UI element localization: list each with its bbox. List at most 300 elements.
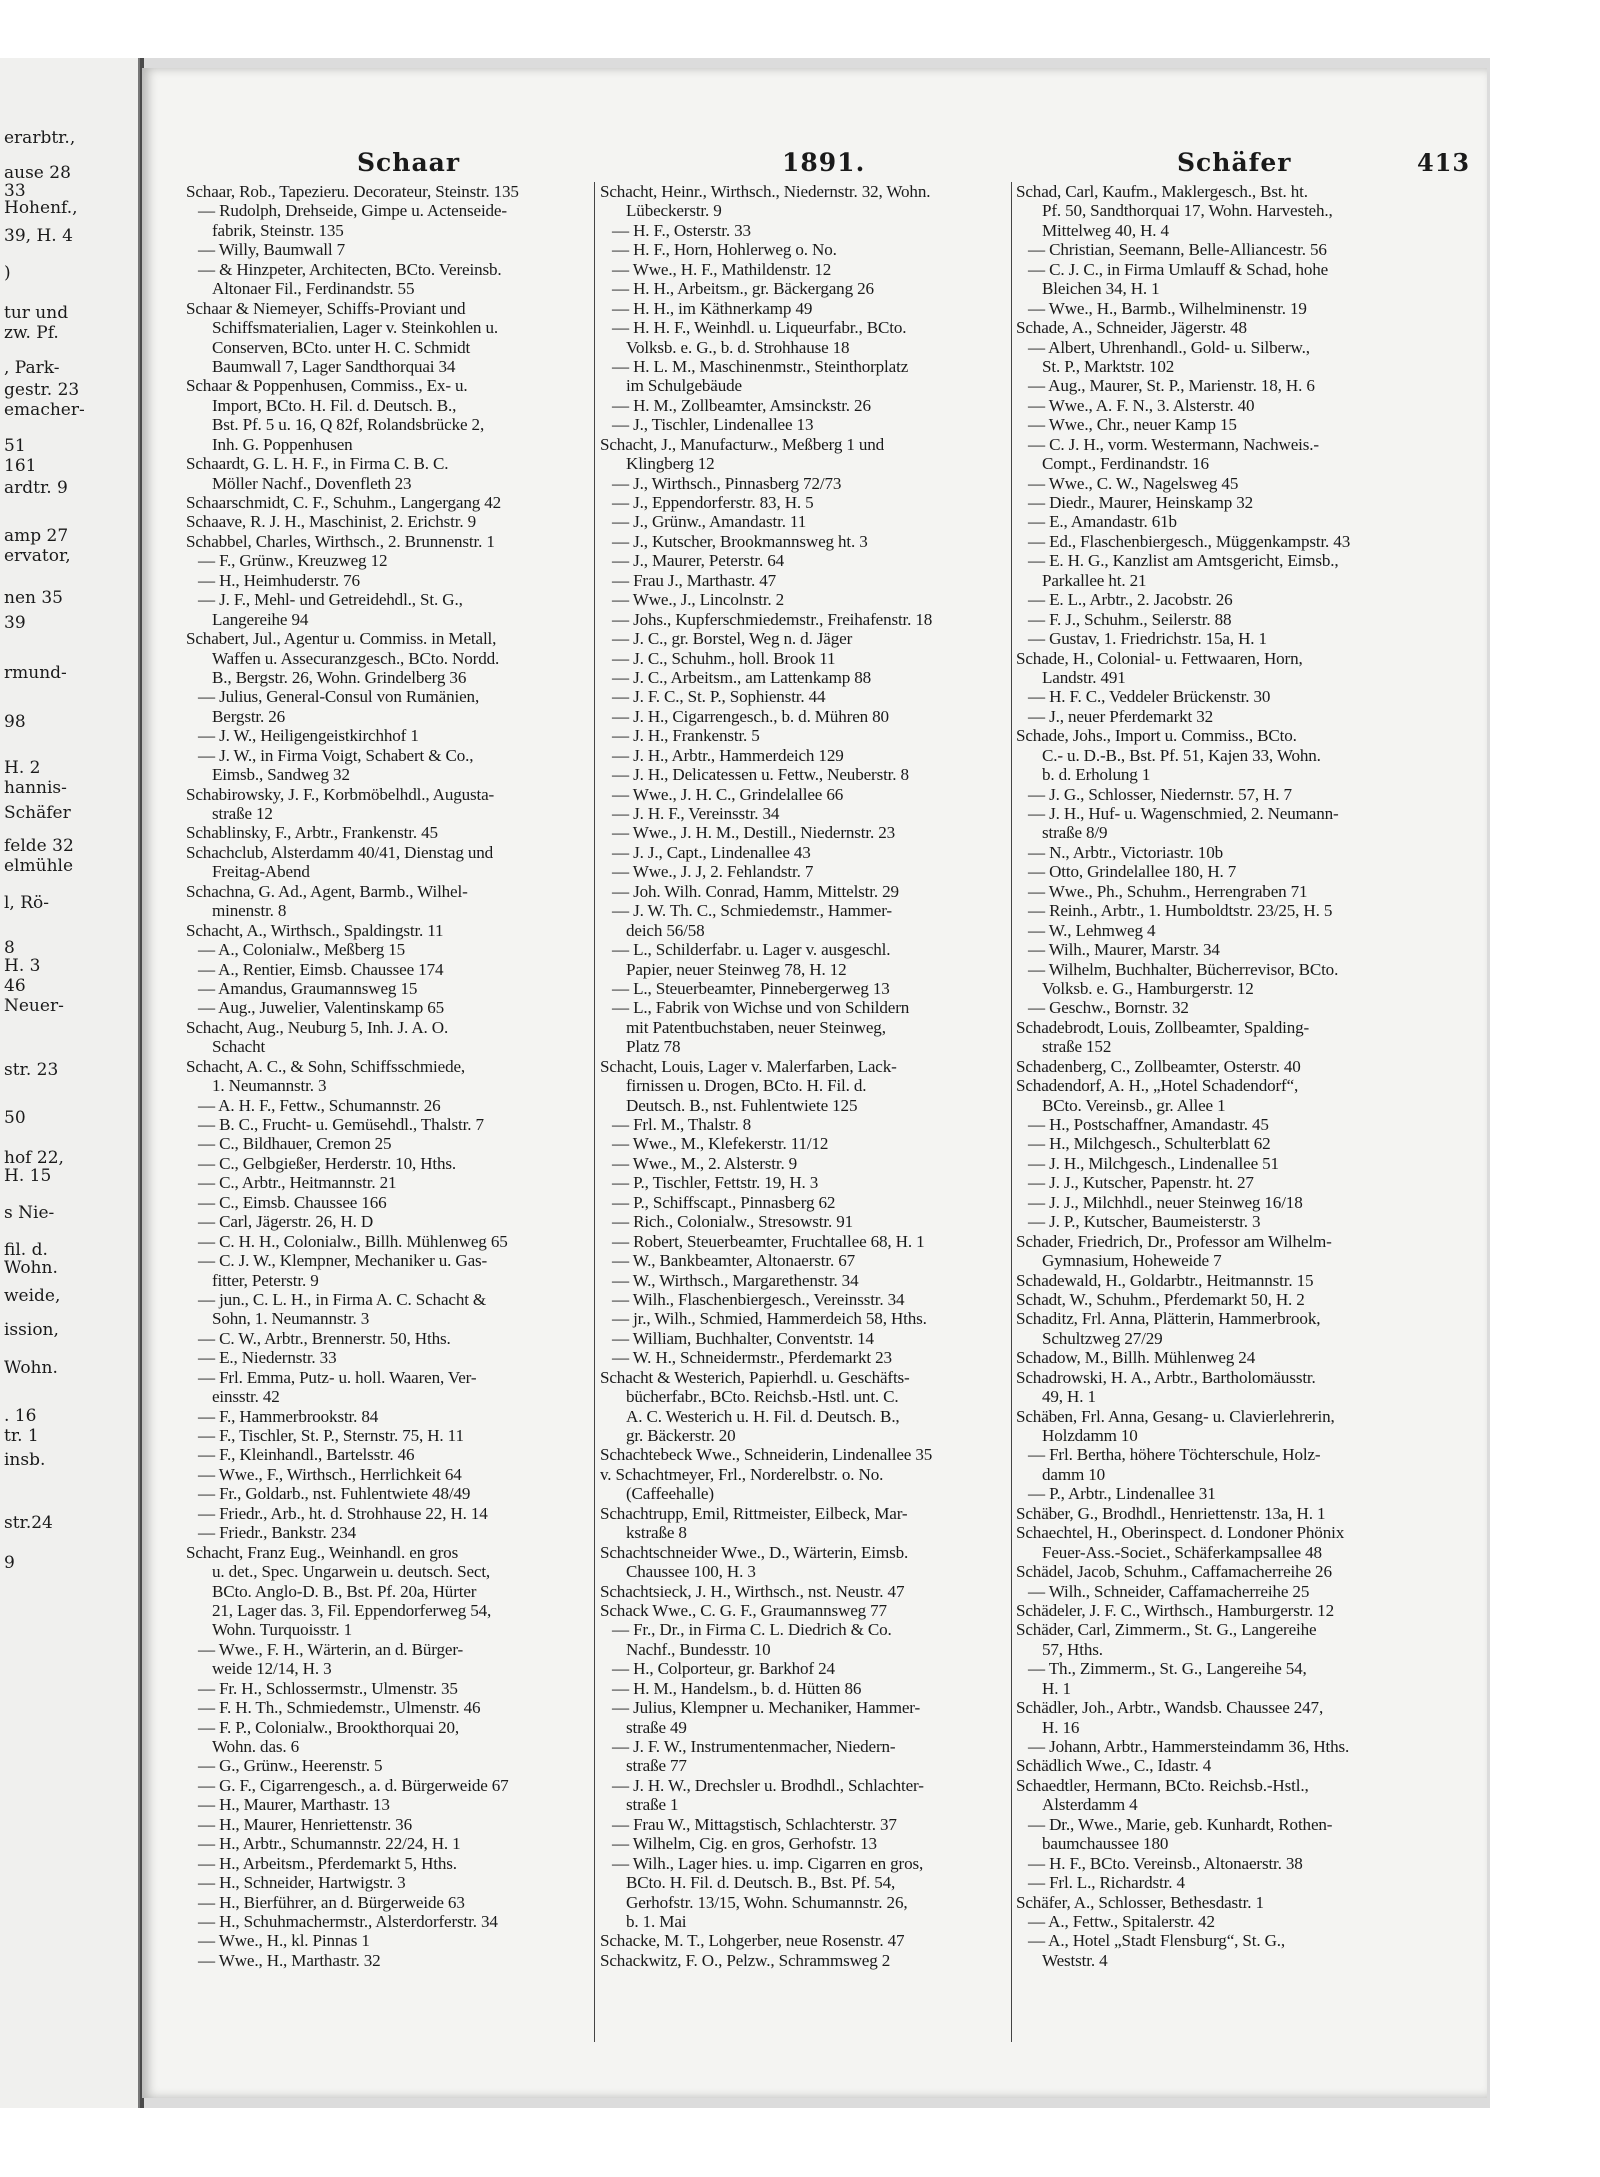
- directory-sub-entry: — B. C., Frucht- u. Gemüsehdl., Thalstr. 7: [198, 1115, 484, 1134]
- directory-sub-entry: — Julius, General-Consul von Rumänien,: [198, 687, 480, 707]
- directory-entry-continuation: Möller Nachf., Dovenfleth 23: [212, 473, 412, 493]
- directory-sub-entry: — J. W. Th. C., Schmiedemstr., Hammer-: [612, 901, 892, 921]
- directory-column-1: [186, 182, 592, 1970]
- directory-entry: v. Schachtmeyer, Frl., Norderelbstr. o. No.: [600, 1464, 884, 1484]
- directory-sub-entry: — Reinh., Arbtr., 1. Humboldtstr. 23/25, H. 5: [1028, 901, 1333, 921]
- facing-page-text-fragment: l, Rö-: [4, 893, 50, 913]
- directory-entry-continuation: fitter, Peterstr. 9: [212, 1270, 319, 1290]
- directory-sub-entry: — Christian, Seemann, Belle-Alliancestr. 56: [1028, 240, 1327, 260]
- directory-sub-entry: — Wwe., M., 2. Alsterstr. 9: [612, 1153, 798, 1173]
- directory-sub-entry: — F., Kleinhandl., Bartelsstr. 46: [198, 1445, 415, 1465]
- directory-entry-continuation: BCto. Anglo-D. B., Bst. Pf. 20a, Hürter: [212, 1581, 477, 1601]
- directory-entry-continuation: im Schulgebäude: [626, 376, 742, 396]
- facing-page-text-fragment: 98: [4, 712, 26, 732]
- column-divider: [1011, 182, 1012, 2042]
- directory-sub-entry: — J. H., Delicatessen u. Fettw., Neuberstr. 8: [612, 765, 909, 785]
- directory-sub-entry: — C., Gelbgießer, Herderstr. 10, Hths.: [198, 1153, 457, 1173]
- facing-page-text-fragment: erarbtr.,: [4, 128, 76, 148]
- directory-sub-entry: — J., Maurer, Peterstr. 64: [612, 551, 785, 571]
- directory-entry: Schachtebeck Wwe., Schneiderin, Lindenallee 35: [600, 1445, 933, 1465]
- directory-entry: Schäben, Frl. Anna, Gesang- u. Clavierlehrerin,: [1016, 1406, 1335, 1426]
- directory-sub-entry: — Wilh., Lager hies. u. imp. Cigarren en gros,: [612, 1853, 924, 1873]
- facing-page-text-fragment: zw. Pf.: [4, 323, 59, 343]
- directory-entry: Schadewald, H., Goldarbtr., Heitmannstr. 15: [1016, 1270, 1314, 1290]
- directory-entry-continuation: straße 1: [626, 1795, 679, 1815]
- directory-sub-entry: — Johann, Arbtr., Hammersteindamm 36, Hths.: [1028, 1737, 1350, 1756]
- directory-entry-continuation: Volksb. e. G., Hamburgerstr. 12: [1042, 978, 1254, 998]
- directory-sub-entry: — Johs., Kupferschmiedemstr., Freihafenstr. 18: [612, 609, 933, 629]
- directory-sub-entry: — N., Arbtr., Victoriastr. 10b: [1028, 842, 1223, 862]
- facing-page-text-fragment: rmund-: [4, 663, 67, 683]
- directory-entry-continuation: 1. Neumannstr. 3: [212, 1076, 327, 1096]
- directory-entry: Schadt, W., Schuhm., Pferdemarkt 50, H. 2: [1016, 1289, 1305, 1309]
- directory-sub-entry: — Albert, Uhrenhandl., Gold- u. Silberw.,: [1028, 337, 1310, 357]
- directory-entry: Schachna, G. Ad., Agent, Barmb., Wilhel-: [186, 881, 468, 901]
- directory-sub-entry: — Wwe., F., Wirthsch., Herrlichkeit 64: [198, 1464, 462, 1484]
- facing-page-text-fragment: emacher-: [4, 400, 85, 420]
- directory-entry: Schad, Carl, Kaufm., Maklergesch., Bst. ht.: [1016, 182, 1308, 201]
- directory-entry-continuation: Bst. Pf. 5 u. 16, Q 82f, Rolandsbrücke 2,: [212, 415, 485, 435]
- directory-entry-continuation: Alsterdamm 4: [1042, 1795, 1138, 1815]
- directory-sub-entry: — J. W., Heiligengeistkirchhof 1: [198, 726, 419, 746]
- directory-sub-entry: — Aug., Juwelier, Valentinskamp 65: [198, 998, 445, 1018]
- directory-sub-entry: — Willy, Baumwall 7: [198, 240, 345, 260]
- directory-entry: Schacht, A. C., & Sohn, Schiffsschmiede,: [186, 1056, 466, 1076]
- directory-sub-entry: — C. H. H., Colonialw., Billh. Mühlenweg 65: [198, 1231, 508, 1251]
- directory-entry-continuation: (Caffeehalle): [626, 1484, 714, 1504]
- directory-entry-continuation: Altonaer Fil., Ferdinandstr. 55: [212, 279, 415, 299]
- directory-entry-continuation: B., Bergstr. 26, Wohn. Grindelberg 36: [212, 667, 467, 687]
- directory-entry-continuation: Nachf., Bundesstr. 10: [626, 1639, 771, 1659]
- facing-page-text-fragment: tur und: [4, 303, 69, 323]
- directory-sub-entry: — Wwe., J. H. M., Destill., Niedernstr. 23: [612, 823, 895, 843]
- facing-page-text-fragment: 33: [4, 181, 26, 201]
- facing-page-text-fragment: 8: [4, 938, 15, 958]
- directory-sub-entry: — Wwe., A. F. N., 3. Alsterstr. 40: [1028, 395, 1255, 415]
- directory-sub-entry: — Wilh., Maurer, Marstr. 34: [1028, 940, 1220, 960]
- page-number: 413: [1417, 148, 1471, 177]
- directory-sub-entry: — Wwe., J., Lincolnstr. 2: [612, 590, 785, 610]
- directory-sub-entry: — L., Schilderfabr. u. Lager v. ausgeschl.: [612, 940, 891, 960]
- directory-entry: Schackwitz, F. O., Pelzw., Schrammsweg 2: [600, 1950, 891, 1970]
- directory-entry-continuation: Lübeckerstr. 9: [626, 201, 722, 221]
- directory-sub-entry: — J. F., Mehl- und Getreidehdl., St. G.,: [198, 590, 463, 610]
- directory-sub-entry: — J. H., Cigarrengesch., b. d. Mühren 80: [612, 706, 889, 726]
- directory-entry: Schadow, M., Billh. Mühlenweg 24: [1016, 1348, 1256, 1368]
- directory-entry: Schaave, R. J. H., Maschinist, 2. Erichstr. 9: [186, 512, 476, 532]
- directory-sub-entry: — H., Schuhmachermstr., Alsterdorferstr. 34: [198, 1911, 498, 1931]
- directory-sub-entry: — J. C., Schuhm., holl. Brook 11: [612, 648, 836, 668]
- directory-column-3: [1016, 182, 1428, 1970]
- facing-page-text-fragment: elmühle: [4, 856, 74, 876]
- directory-entry-continuation: Compt., Ferdinandstr. 16: [1042, 454, 1209, 474]
- directory-sub-entry: — J. W., in Firma Voigt, Schabert & Co.,: [198, 745, 474, 765]
- directory-sub-entry: — P., Tischler, Fettstr. 19, H. 3: [612, 1173, 819, 1193]
- directory-entry-continuation: Papier, neuer Steinweg 78, H. 12: [626, 959, 847, 979]
- directory-sub-entry: — F., Grünw., Kreuzweg 12: [198, 551, 388, 571]
- directory-sub-entry: — J. C., gr. Borstel, Weg n. d. Jäger: [612, 629, 853, 649]
- directory-entry-continuation: A. C. Westerich u. H. Fil. d. Deutsch. B.,: [626, 1406, 900, 1426]
- directory-sub-entry: — G., Grünw., Heerenstr. 5: [198, 1756, 383, 1776]
- directory-entry: Schabbel, Charles, Wirthsch., 2. Brunnenstr. 1: [186, 531, 495, 551]
- directory-entry-continuation: BCto. H. Fil. d. Deutsch. B., Bst. Pf. 54,: [626, 1873, 896, 1893]
- directory-entry: Schabert, Jul., Agentur u. Commiss. in Metall,: [186, 629, 497, 649]
- directory-sub-entry: — H. F., Horn, Hohlerweg o. No.: [612, 240, 837, 260]
- directory-entry-continuation: Chaussee 100, H. 3: [626, 1562, 756, 1582]
- directory-sub-entry: — C., Arbtr., Heitmannstr. 21: [198, 1173, 397, 1193]
- directory-entry-continuation: minenstr. 8: [212, 901, 287, 921]
- directory-entry: Schädeler, J. F. C., Wirthsch., Hamburgerstr. 12: [1016, 1600, 1334, 1620]
- directory-sub-entry: — J. J., Capt., Lindenallee 43: [612, 842, 811, 862]
- directory-sub-entry: — H., Maurer, Henriettenstr. 36: [198, 1814, 412, 1834]
- facing-page-text-fragment: 161: [4, 456, 37, 476]
- directory-sub-entry: — Frl. L., Richardstr. 4: [1028, 1873, 1185, 1893]
- facing-page-text-fragment: H. 15: [4, 1166, 52, 1186]
- directory-sub-entry: — Wwe., F. H., Wärterin, an d. Bürger-: [198, 1639, 464, 1659]
- directory-entry: Schacht, Aug., Neuburg 5, Inh. J. A. O.: [186, 1017, 449, 1037]
- directory-entry-continuation: gr. Bäckerstr. 20: [626, 1426, 736, 1445]
- directory-sub-entry: — C., Eimsb. Chaussee 166: [198, 1192, 387, 1212]
- directory-sub-entry: — L., Fabrik von Wichse und von Schildern: [612, 998, 910, 1018]
- directory-sub-entry: — H. M., Zollbeamter, Amsinckstr. 26: [612, 395, 871, 415]
- directory-sub-entry: — Ed., Flaschenbiergesch., Müggenkampstr. 43: [1028, 531, 1351, 551]
- directory-entry: Schaarschmidt, C. F., Schuhm., Langergang 42: [186, 493, 502, 512]
- directory-entry: Schachtsieck, J. H., Wirthsch., nst. Neustr. 47: [600, 1581, 905, 1601]
- directory-sub-entry: — L., Steuerbeamter, Pinnebergerweg 13: [612, 978, 890, 998]
- directory-sub-entry: — A. H. F., Fettw., Schumannstr. 26: [198, 1095, 441, 1115]
- directory-sub-entry: — Frau W., Mittagstisch, Schlachterstr. 37: [612, 1814, 897, 1834]
- directory-entry-continuation: Gerhofstr. 13/15, Wohn. Schumannstr. 26,: [626, 1892, 908, 1912]
- directory-entry: Schablinsky, F., Arbtr., Frankenstr. 45: [186, 823, 438, 843]
- directory-entry: Schaar, Rob., Tapezieru. Decorateur, Steinstr. 135: [186, 182, 519, 201]
- directory-entry: Schaechtel, H., Oberinspect. d. Londoner Phönix: [1016, 1523, 1345, 1543]
- directory-sub-entry: — W., Bankbeamter, Altonaerstr. 67: [612, 1251, 855, 1271]
- directory-entry-continuation: Baumwall 7, Lager Sandthorquai 34: [212, 356, 456, 376]
- directory-entry-continuation: Schacht: [212, 1037, 266, 1057]
- facing-page-text-fragment: Neuer-: [4, 996, 64, 1016]
- directory-sub-entry: — C., Bildhauer, Cremon 25: [198, 1134, 392, 1154]
- facing-page-text-fragment: 50: [4, 1108, 26, 1128]
- directory-sub-entry: — Julius, Klempner u. Mechaniker, Hammer-: [612, 1698, 921, 1718]
- directory-sub-entry: — H., Arbtr., Schumannstr. 22/24, H. 1: [198, 1834, 461, 1854]
- directory-entry-continuation: einsstr. 42: [212, 1387, 280, 1407]
- directory-entry: Schaar & Niemeyer, Schiffs-Proviant und: [186, 298, 466, 318]
- directory-entry-continuation: straße 8/9: [1042, 823, 1108, 843]
- directory-sub-entry: — J. F. C., St. P., Sophienstr. 44: [612, 687, 826, 707]
- directory-entry-continuation: Klingberg 12: [626, 454, 715, 474]
- directory-entry: Schacke, M. T., Lohgerber, neue Rosenstr. 47: [600, 1931, 905, 1951]
- facing-page-text-fragment: str.24: [4, 1513, 53, 1533]
- directory-entry-continuation: Weststr. 4: [1042, 1950, 1108, 1970]
- directory-entry-continuation: 57, Hths.: [1042, 1639, 1103, 1659]
- directory-entry: Schachtrupp, Emil, Rittmeister, Eilbeck, Mar-: [600, 1503, 908, 1523]
- facing-page-text-fragment: H. 3: [4, 956, 41, 976]
- facing-page-text-fragment: gestr. 23: [4, 380, 80, 400]
- directory-sub-entry: — jr., Wilh., Schmied, Hammerdeich 58, Hths.: [612, 1309, 927, 1329]
- directory-sub-entry: — J. H., Milchgesch., Lindenallee 51: [1028, 1153, 1279, 1173]
- directory-sub-entry: — F., Tischler, St. P., Sternstr. 75, H. 11: [198, 1426, 464, 1445]
- directory-sub-entry: — Joh. Wilh. Conrad, Hamm, Mittelstr. 29: [612, 881, 899, 901]
- directory-sub-entry: — C. J. C., in Firma Umlauff & Schad, hohe: [1028, 259, 1329, 279]
- directory-entry-continuation: St. P., Marktstr. 102: [1042, 356, 1175, 376]
- directory-entry: Schädel, Jacob, Schuhm., Caffamacherreihe 26: [1016, 1562, 1332, 1582]
- facing-page-text-fragment: ervator,: [4, 546, 71, 566]
- directory-sub-entry: — Wwe., H. F., Mathildenstr. 12: [612, 259, 832, 279]
- directory-entry-continuation: BCto. Vereinsb., gr. Allee 1: [1042, 1095, 1226, 1115]
- facing-page-text-fragment: , Park-: [4, 358, 60, 378]
- directory-entry: Schaditz, Frl. Anna, Plätterin, Hammerbrook,: [1016, 1309, 1321, 1329]
- facing-page-text-fragment: 39: [4, 613, 26, 633]
- facing-page-text-fragment: Wohn.: [4, 1358, 58, 1378]
- directory-entry: Schachtschneider Wwe., D., Wärterin, Eimsb.: [600, 1542, 909, 1562]
- directory-entry-continuation: straße 77: [626, 1756, 687, 1776]
- directory-sub-entry: — Diedr., Maurer, Heinskamp 32: [1028, 493, 1254, 512]
- directory-entry: Schäber, G., Brodhdl., Henriettenstr. 13a, H. 1: [1016, 1503, 1326, 1523]
- directory-entry-continuation: weide 12/14, H. 3: [212, 1659, 332, 1679]
- directory-sub-entry: — A., Rentier, Eimsb. Chaussee 174: [198, 959, 444, 979]
- directory-sub-entry: — H. H. F., Weinhdl. u. Liqueurfabr., BCto.: [612, 318, 907, 338]
- directory-sub-entry: — J., Wirthsch., Pinnasberg 72/73: [612, 473, 842, 493]
- directory-entry-continuation: bücherfabr., BCto. Reichsb.-Hstl. unt. C.: [626, 1387, 899, 1407]
- directory-entry-continuation: Inh. G. Poppenhusen: [212, 434, 353, 454]
- facing-page-text-fragment: hof 22,: [4, 1148, 64, 1168]
- directory-sub-entry: — Frl. Bertha, höhere Töchterschule, Holz-: [1028, 1445, 1321, 1465]
- directory-entry: Schaar & Poppenhusen, Commiss., Ex- u.: [186, 376, 468, 396]
- directory-sub-entry: — J., Grünw., Amandastr. 11: [612, 512, 807, 532]
- directory-entry: Schade, Johs., Import u. Commiss., BCto.: [1016, 726, 1297, 746]
- directory-sub-entry: — C. W., Arbtr., Brennerstr. 50, Hths.: [198, 1328, 451, 1348]
- directory-sub-entry: — Wwe., M., Klefekerstr. 11/12: [612, 1134, 829, 1154]
- directory-sub-entry: — J., Tischler, Lindenallee 13: [612, 415, 814, 435]
- directory-entry-continuation: Deutsch. B., nst. Fuhlentwiete 125: [626, 1095, 858, 1115]
- directory-entry-continuation: firnissen u. Drogen, BCto. H. Fil. d.: [626, 1076, 867, 1096]
- directory-page: [142, 68, 1487, 2098]
- directory-sub-entry: — Fr., Dr., in Firma C. L. Diedrich & Co.: [612, 1620, 892, 1640]
- facing-page-text-fragment: nen 35: [4, 588, 63, 608]
- directory-sub-entry: — Wwe., H., Barmb., Wilhelminenstr. 19: [1028, 298, 1307, 318]
- directory-sub-entry: — Friedr., Bankstr. 234: [198, 1523, 356, 1543]
- directory-entry-continuation: u. det., Spec. Ungarwein u. deutsch. Sect,: [212, 1562, 491, 1582]
- directory-entry-continuation: Volksb. e. G., b. d. Strohhause 18: [626, 337, 850, 357]
- directory-entry: Schacht & Westerich, Papierhdl. u. Geschäfts-: [600, 1367, 910, 1387]
- directory-sub-entry: — H. F. C., Veddeler Brückenstr. 30: [1028, 687, 1271, 707]
- facing-page-text-fragment: ardtr. 9: [4, 478, 68, 498]
- directory-entry: Schack Wwe., C. G. F., Graumannsweg 77: [600, 1600, 887, 1620]
- directory-entry: Schädler, Joh., Arbtr., Wandsb. Chaussee 247,: [1016, 1698, 1324, 1718]
- directory-entry-continuation: Parkallee ht. 21: [1042, 570, 1147, 590]
- directory-sub-entry: — Th., Zimmerm., St. G., Langereihe 54,: [1028, 1659, 1307, 1679]
- facing-page-text-fragment: tr. 1: [4, 1426, 39, 1446]
- directory-sub-entry: — H., Maurer, Marthastr. 13: [198, 1795, 390, 1815]
- directory-sub-entry: — P., Arbtr., Lindenallee 31: [1028, 1484, 1216, 1504]
- directory-column-2: [600, 182, 1008, 1970]
- facing-page-text-fragment: hannis-: [4, 778, 67, 798]
- directory-entry-continuation: C.- u. D.-B., Bst. Pf. 51, Kajen 33, Wohn.: [1042, 745, 1321, 765]
- facing-page-text-fragment: Hohenf.,: [4, 198, 78, 218]
- directory-entry-continuation: Feuer-Ass.-Societ., Schäferkampsallee 48: [1042, 1542, 1322, 1562]
- header-right-keyword: Schäfer: [1177, 148, 1292, 177]
- facing-page-text-fragment: 39, H. 4: [4, 226, 73, 246]
- directory-sub-entry: — H., Schneider, Hartwigstr. 3: [198, 1873, 406, 1893]
- directory-entry: Schadrowski, H. A., Arbtr., Bartholomäusstr.: [1016, 1367, 1316, 1387]
- header-left-keyword: Schaar: [357, 148, 461, 177]
- directory-sub-entry: — Wwe., Chr., neuer Kamp 15: [1028, 415, 1237, 435]
- directory-entry: Schäfer, A., Schlosser, Bethesdastr. 1: [1016, 1892, 1264, 1912]
- directory-entry-continuation: Schiffsmaterialien, Lager v. Steinkohlen u.: [212, 318, 498, 338]
- directory-entry-continuation: baumchaussee 180: [1042, 1834, 1169, 1854]
- facing-page-text-fragment: felde 32: [4, 836, 74, 856]
- page-header: [142, 148, 1487, 182]
- facing-page-text-fragment: . 16: [4, 1406, 37, 1426]
- directory-entry-continuation: Gymnasium, Hoheweide 7: [1042, 1251, 1222, 1271]
- directory-sub-entry: — H. F., BCto. Vereinsb., Altonaerstr. 38: [1028, 1853, 1303, 1873]
- directory-sub-entry: — Wilhelm, Buchhalter, Bücherrevisor, BCto.: [1028, 959, 1339, 979]
- directory-entry-continuation: 21, Lager das. 3, Fil. Eppendorferweg 54,: [212, 1600, 492, 1620]
- directory-sub-entry: — F. P., Colonialw., Brookthorquai 20,: [198, 1717, 460, 1737]
- facing-page-text-fragment: ission,: [4, 1320, 59, 1340]
- facing-page-text-fragment: insb.: [4, 1450, 46, 1470]
- facing-page-text-fragment: ): [4, 263, 11, 283]
- directory-entry-continuation: Holzdamm 10: [1042, 1426, 1138, 1445]
- directory-entry-continuation: deich 56/58: [626, 920, 705, 940]
- directory-entry-continuation: straße 12: [212, 804, 273, 823]
- facing-page-text-fragment: str. 23: [4, 1060, 59, 1080]
- directory-entry: Schabirowsky, J. F., Korbmöbelhdl., Augusta-: [186, 784, 495, 804]
- directory-sub-entry: — Wilh., Flaschenbiergesch., Vereinsstr. 34: [612, 1289, 905, 1309]
- facing-page-fragment: [0, 58, 140, 2108]
- directory-sub-entry: — J. F. W., Instrumentenmacher, Niedern-: [612, 1737, 896, 1756]
- directory-entry-continuation: Bergstr. 26: [212, 706, 286, 726]
- directory-sub-entry: — J. P., Kutscher, Baumeisterstr. 3: [1028, 1212, 1261, 1232]
- directory-sub-entry: — H., Arbeitsm., Pferdemarkt 5, Hths.: [198, 1853, 457, 1873]
- directory-sub-entry: — jun., C. L. H., in Firma A. C. Schacht &: [198, 1289, 487, 1309]
- facing-page-text-fragment: 51: [4, 436, 26, 456]
- directory-sub-entry: — A., Colonialw., Meßberg 15: [198, 940, 406, 960]
- directory-sub-entry: — Frau J., Marthastr. 47: [612, 570, 776, 590]
- directory-sub-entry: — Wwe., Ph., Schuhm., Herrengraben 71: [1028, 881, 1308, 901]
- directory-sub-entry: — A., Hotel „Stadt Flensburg“, St. G.,: [1028, 1931, 1286, 1951]
- directory-entry: Schacht, J., Manufacturw., Meßberg 1 und: [600, 434, 885, 454]
- directory-entry-continuation: H. 16: [1042, 1717, 1080, 1737]
- directory-sub-entry: — Geschw., Bornstr. 32: [1028, 998, 1189, 1018]
- facing-page-text-fragment: ause 28: [4, 163, 71, 183]
- directory-sub-entry: — Rich., Colonialw., Stresowstr. 91: [612, 1212, 854, 1232]
- directory-sub-entry: — J., Kutscher, Brookmannsweg ht. 3: [612, 531, 868, 551]
- directory-entry-continuation: Freitag-Abend: [212, 862, 310, 882]
- directory-sub-entry: — J. G., Schlosser, Niedernstr. 57, H. 7: [1028, 784, 1292, 804]
- directory-sub-entry: — Aug., Maurer, St. P., Marienstr. 18, H. 6: [1028, 376, 1315, 396]
- facing-page-text-fragment: s Nie-: [4, 1203, 55, 1223]
- directory-entry-continuation: fabrik, Steinstr. 135: [212, 220, 344, 240]
- directory-sub-entry: — H., Bierführer, an d. Bürgerweide 63: [198, 1892, 465, 1912]
- directory-entry-continuation: Landstr. 491: [1042, 667, 1126, 687]
- directory-sub-entry: — Robert, Steuerbeamter, Fruchtallee 68, H. 1: [612, 1231, 925, 1251]
- directory-sub-entry: — Gustav, 1. Friedrichstr. 15a, H. 1: [1028, 629, 1267, 649]
- directory-sub-entry: — Wwe., J. H. C., Grindelallee 66: [612, 784, 844, 804]
- directory-entry: Schader, Friedrich, Dr., Professor am Wilhelm-: [1016, 1231, 1332, 1251]
- directory-sub-entry: — Fr., Goldarb., nst. Fuhlentwiete 48/49: [198, 1484, 471, 1504]
- directory-sub-entry: — Frl. Emma, Putz- u. holl. Waaren, Ver-: [198, 1367, 477, 1387]
- directory-entry-continuation: b. d. Erholung 1: [1042, 765, 1151, 785]
- directory-entry-continuation: 49, H. 1: [1042, 1387, 1096, 1407]
- directory-entry: Schacht, Heinr., Wirthsch., Niedernstr. 32, Wohn.: [600, 182, 931, 201]
- directory-sub-entry: — J. H. W., Drechsler u. Brodhdl., Schlachter-: [612, 1775, 924, 1795]
- facing-page-text-fragment: 9: [4, 1553, 15, 1573]
- directory-entry-continuation: Sohn, 1. Neumannstr. 3: [212, 1309, 370, 1329]
- directory-sub-entry: — Wwe., H., Marthastr. 32: [198, 1950, 381, 1970]
- directory-entry-continuation: Wohn. Turquoisstr. 1: [212, 1620, 353, 1640]
- directory-entry-continuation: Platz 78: [626, 1037, 681, 1057]
- directory-sub-entry: — J. J., Milchhdl., neuer Steinweg 16/18: [1028, 1192, 1303, 1212]
- directory-entry-continuation: b. 1. Mai: [626, 1911, 687, 1931]
- directory-entry-continuation: Mittelweg 40, H. 4: [1042, 220, 1169, 240]
- directory-entry-continuation: straße 152: [1042, 1037, 1112, 1057]
- directory-entry: Schade, H., Colonial- u. Fettwaaren, Horn,: [1016, 648, 1303, 668]
- directory-sub-entry: — F. J., Schuhm., Seilerstr. 88: [1028, 609, 1232, 629]
- directory-sub-entry: — W. H., Schneidermstr., Pferdemarkt 23: [612, 1348, 892, 1368]
- directory-sub-entry: — Wwe., H., kl. Pinnas 1: [198, 1931, 370, 1951]
- directory-sub-entry: — H., Postschaffner, Amandastr. 45: [1028, 1115, 1269, 1134]
- directory-sub-entry: — H. L. M., Maschinenmstr., Steinthorplatz: [612, 356, 909, 376]
- directory-entry: Schacht, Louis, Lager v. Malerfarben, Lack-: [600, 1056, 897, 1076]
- directory-sub-entry: — Friedr., Arb., ht. d. Strohhause 22, H. 14: [198, 1503, 488, 1523]
- directory-sub-entry: — J. H., Arbtr., Hammerdeich 129: [612, 745, 844, 765]
- directory-entry: Schacht, Franz Eug., Weinhandl. en gros: [186, 1542, 459, 1562]
- directory-sub-entry: — C. J. H., vorm. Westermann, Nachweis.-: [1028, 434, 1319, 454]
- directory-sub-entry: — H., Heimhuderstr. 76: [198, 570, 360, 590]
- directory-sub-entry: — E., Niedernstr. 33: [198, 1348, 337, 1368]
- directory-sub-entry: — H. F., Osterstr. 33: [612, 220, 751, 240]
- directory-sub-entry: — F. H. Th., Schmiedemstr., Ulmenstr. 46: [198, 1698, 481, 1718]
- directory-entry: Schädlich Wwe., C., Idastr. 4: [1016, 1756, 1212, 1776]
- directory-entry: Schäder, Carl, Zimmerm., St. G., Langereihe: [1016, 1620, 1317, 1640]
- directory-sub-entry: — Carl, Jägerstr. 26, H. D: [198, 1212, 374, 1232]
- directory-sub-entry: — G. F., Cigarrengesch., a. d. Bürgerweide 67: [198, 1775, 509, 1795]
- directory-sub-entry: — H. H., im Käthnerkamp 49: [612, 298, 813, 318]
- directory-sub-entry: — E. H. G., Kanzlist am Amtsgericht, Eimsb.,: [1028, 551, 1339, 571]
- directory-entry: Schaardt, G. L. H. F., in Firma C. B. C.: [186, 454, 449, 474]
- directory-sub-entry: — J., neuer Pferdemarkt 32: [1028, 706, 1214, 726]
- directory-sub-entry: — Otto, Grindelallee 180, H. 7: [1028, 862, 1237, 882]
- directory-entry: Schacht, A., Wirthsch., Spaldingstr. 11: [186, 920, 444, 940]
- directory-sub-entry: — Wilhelm, Cig. en gros, Gerhofstr. 13: [612, 1834, 877, 1854]
- directory-sub-entry: — C. J. W., Klempner, Mechaniker u. Gas-: [198, 1251, 488, 1271]
- directory-entry-continuation: Bleichen 34, H. 1: [1042, 279, 1160, 299]
- directory-sub-entry: — Fr. H., Schlossermstr., Ulmenstr. 35: [198, 1678, 458, 1698]
- directory-entry-continuation: Waffen u. Assecuranzgesch., BCto. Nordd.: [212, 648, 500, 668]
- directory-sub-entry: — E., Amandastr. 61b: [1028, 512, 1177, 532]
- directory-sub-entry: — Wwe., J. J, 2. Fehlandstr. 7: [612, 862, 814, 882]
- facing-page-text-fragment: Schäfer: [4, 803, 71, 823]
- directory-sub-entry: — Wwe., C. W., Nagelsweg 45: [1028, 473, 1239, 493]
- directory-entry-continuation: Eimsb., Sandweg 32: [212, 765, 350, 785]
- directory-sub-entry: — Rudolph, Drehseide, Gimpe u. Actenseide-: [198, 201, 507, 221]
- directory-entry-continuation: Schultzweg 27/29: [1042, 1328, 1163, 1348]
- directory-sub-entry: — Amandus, Graumannsweg 15: [198, 978, 418, 998]
- facing-page-text-fragment: Wohn.: [4, 1258, 58, 1278]
- directory-entry-continuation: Conserven, BCto. unter H. C. Schmidt: [212, 337, 471, 357]
- directory-sub-entry: — H., Colporteur, gr. Barkhof 24: [612, 1659, 835, 1679]
- directory-entry-continuation: Wohn. das. 6: [212, 1737, 300, 1756]
- facing-page-text-fragment: fil. d.: [4, 1240, 48, 1260]
- directory-entry-continuation: kstraße 8: [626, 1523, 687, 1543]
- directory-sub-entry: — W., Wirthsch., Margarethenstr. 34: [612, 1270, 859, 1290]
- directory-sub-entry: — A., Fettw., Spitalerstr. 42: [1028, 1911, 1215, 1931]
- directory-sub-entry: — H. M., Handelsm., b. d. Hütten 86: [612, 1678, 862, 1698]
- directory-sub-entry: — H. H., Arbeitsm., gr. Bäckergang 26: [612, 279, 874, 299]
- directory-sub-entry: — William, Buchhalter, Conventstr. 14: [612, 1328, 874, 1348]
- directory-entry-continuation: straße 49: [626, 1717, 687, 1737]
